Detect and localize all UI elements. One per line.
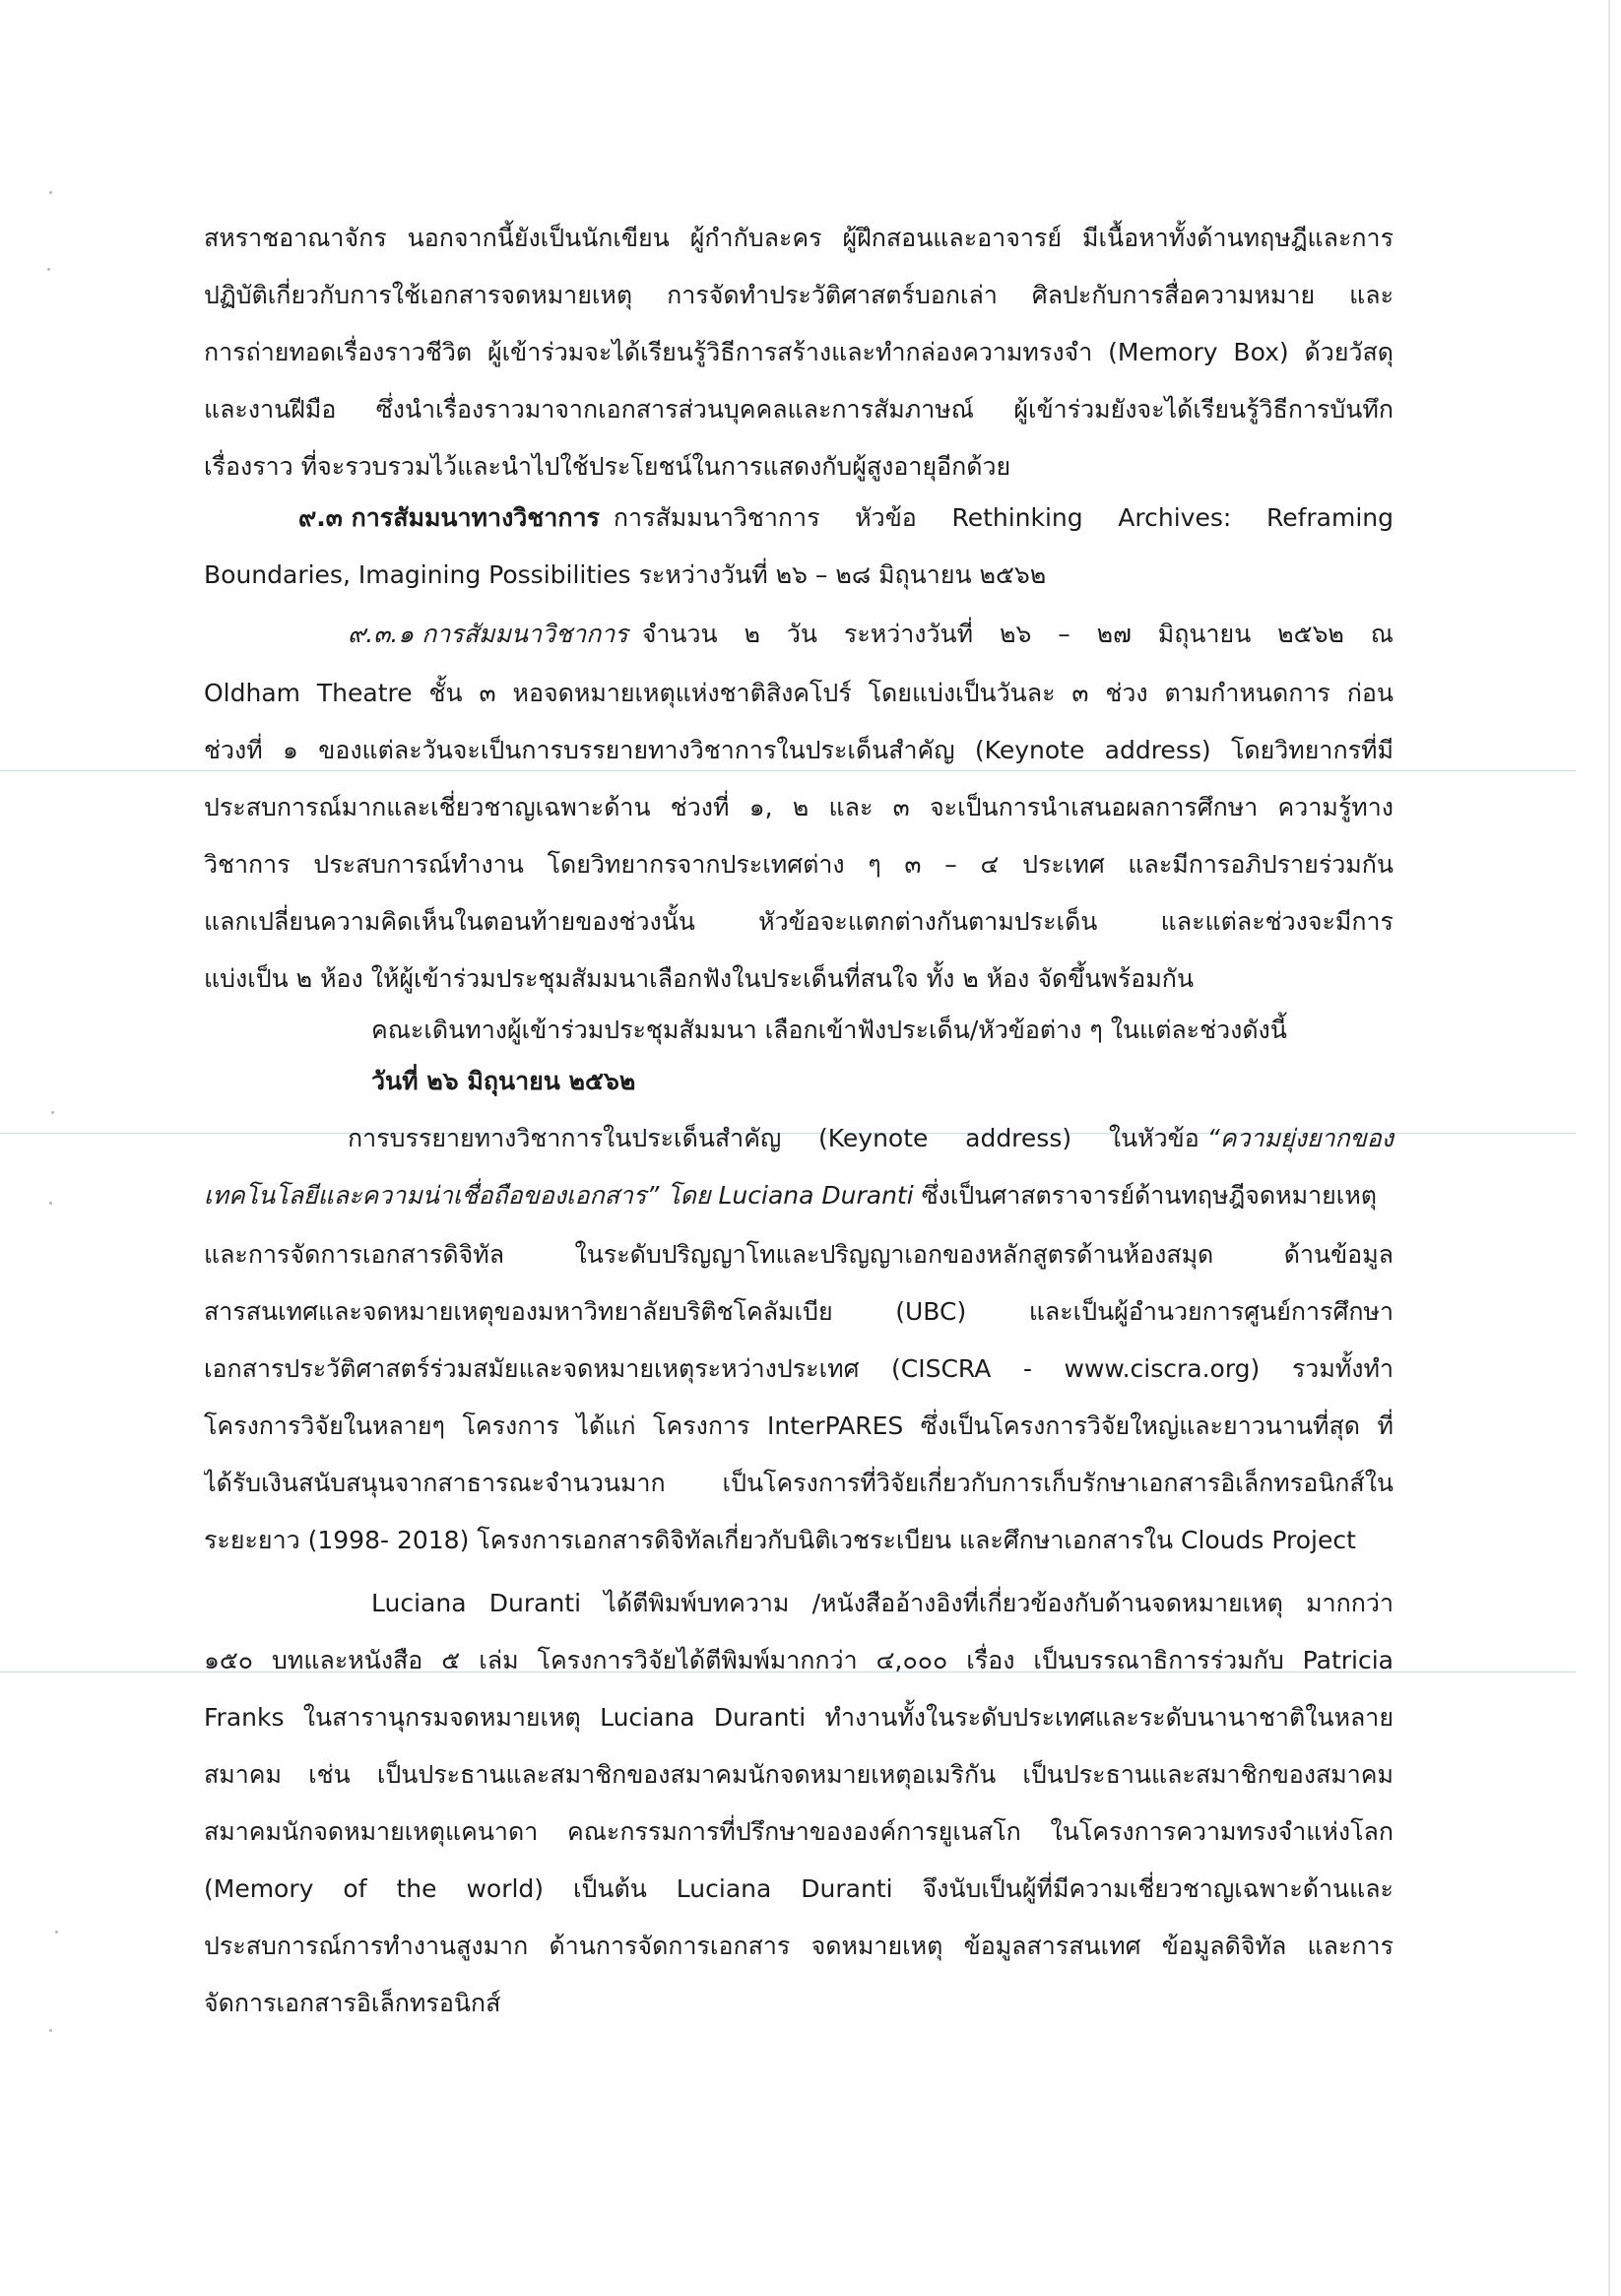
paragraph-line: (Memory of the world) เป็นต้น Luciana Duranti จึงนับเป็นผู้ที่มีความเชี่ยวชาญเฉพาะด้านและ xyxy=(204,1874,1394,1903)
paragraph-line: สารสนเทศและจดหมายเหตุของมหาวิทยาลัยบริติชโคลัมเบีย (UBC) และเป็นผู้อำนวยการศูนย์การศึกษา xyxy=(204,1297,1394,1326)
section-text: การสัมมนาวิชาการ หัวข้อ Rethinking Archives: Reframing xyxy=(613,503,1394,532)
scan-speck xyxy=(55,1931,58,1934)
paragraph-line: โครงการวิจัยในหลายๆ โครงการ ได้แก่ โครงการ InterPARES ซึ่งเป็นโครงการวิจัยใหญ่และยาวนานที่สุด ที่ xyxy=(204,1411,1394,1440)
keynote-text: การบรรยายทางวิชาการในประเด็นสำคัญ (Keynote address) ในหัวข้อ xyxy=(348,1124,1200,1152)
paragraph-line: ระยะยาว (1998- 2018) โครงการเอกสารดิจิทัลเกี่ยวกับนิติเวชระเบียน และศึกษาเอกสารใน Clouds Project xyxy=(204,1526,1356,1554)
keynote-title: “ความยุ่งยากของ xyxy=(1206,1124,1394,1152)
paragraph-line: ประสบการณ์มากและเชี่ยวชาญเฉพาะด้าน ช่วงที่ ๑, ๒ และ ๓ จะเป็นการนำเสนอผลการศึกษา ความรู้ทาง xyxy=(204,793,1394,821)
date-heading: วันที่ ๒๖ มิถุนายน ๒๕๖๒ xyxy=(371,1067,636,1095)
scan-speck xyxy=(49,1202,52,1205)
scan-speck xyxy=(49,2029,52,2032)
paragraph-line: สมาคมนักจดหมายเหตุแคนาดา คณะกรรมการที่ปรึกษาขององค์การยูเนสโก ในโครงการความทรงจำแห่งโลก xyxy=(204,1817,1394,1846)
section-heading: ๙.๓ การสัมมนาทางวิชาการ xyxy=(298,503,600,532)
scan-line xyxy=(0,770,1576,771)
subsection-heading: ๙.๓.๑ การสัมมนาวิชาการ xyxy=(348,620,628,648)
paragraph-line: ประสบการณ์การทำงานสูงมาก ด้านการจัดการเอกสาร จดหมายเหตุ ข้อมูลสารสนเทศ ข้อมูลดิจิทัล และการ xyxy=(204,1932,1394,1960)
paragraph-line: วิชาการ ประสบการณ์ทำงาน โดยวิทยากรจากประเทศต่าง ๆ ๓ – ๔ ประเทศ และมีการอภิปรายร่วมกัน xyxy=(204,850,1394,879)
scan-speck xyxy=(47,268,50,271)
paragraph-line: จัดการเอกสารอิเล็กทรอนิกส์ xyxy=(204,1989,501,2017)
paragraph-line: แลกเปลี่ยนความคิดเห็นในตอนท้ายของช่วงนั้น หัวข้อจะแตกต่างกันตามประเด็น และแต่ละช่วงจะมีการ xyxy=(204,907,1394,936)
scan-speck xyxy=(51,1111,54,1114)
paragraph-line: และงานฝีมือ ซึ่งนำเรื่องราวมาจากเอกสารส่วนบุคคลและการสัมภาษณ์ ผู้เข้าร่วมยังจะได้เรียนรู้วิธีการบันทึก xyxy=(204,395,1394,424)
paragraph-line: เอกสารประวัติศาสตร์ร่วมสมัยและจดหมายเหตุระหว่างประเทศ (CISCRA - www.ciscra.org) รวมทั้งทำ xyxy=(204,1354,1394,1383)
keynote-title: เทคโนโลยีและความน่าเชื่อถือของเอกสาร” โดย Luciana Duranti xyxy=(204,1181,914,1210)
paragraph-line: แบ่งเป็น ๒ ห้อง ให้ผู้เข้าร่วมประชุมสัมมนาเลือกฟังในประเด็นที่สนใจ ทั้ง ๒ ห้อง จัดขึ้นพร้อมกัน xyxy=(204,964,1195,993)
paragraph-line: Boundaries, Imagining Possibilities ระหว่างวันที่ ๒๖ – ๒๘ มิถุนายน ๒๕๖๒ xyxy=(204,560,1047,589)
paragraph-line: เรื่องราว ที่จะรวบรวมไว้และนำไปใช้ประโยชน์ในการแสดงกับผู้สูงอายุอีกด้วย xyxy=(204,452,1011,481)
delegation-line: คณะเดินทางผู้เข้าร่วมประชุมสัมมนา เลือกเข้าฟังประเด็น/หัวข้อต่าง ๆ ในแต่ละช่วงดังนี้ xyxy=(371,1016,1287,1044)
paragraph-line: ช่วงที่ ๑ ของแต่ละวันจะเป็นการบรรยายทางวิชาการในประเด็นสำคัญ (Keynote address) โดยวิทยากรที่มี xyxy=(204,736,1394,764)
paragraph-line: สมาคม เช่น เป็นประธานและสมาชิกของสมาคมนักจดหมายเหตุอเมริกัน เป็นประธานและสมาชิกของสมาคม xyxy=(204,1760,1394,1789)
keynote-text: ซึ่งเป็นศาสตราจารย์ด้านทฤษฎีจดหมายเหตุ xyxy=(921,1181,1378,1210)
paragraph-line: และการจัดการเอกสารดิจิทัล ในระดับปริญญาโทและปริญญาเอกของหลักสูตรด้านห้องสมุด ด้านข้อมูล xyxy=(204,1240,1394,1269)
section-9-3-1-line xyxy=(348,615,1394,654)
keynote-line xyxy=(204,1176,1394,1215)
paragraph-line: ๑๕๐ บทและหนังสือ ๕ เล่ม โครงการวิจัยได้ตีพิมพ์มากกว่า ๔,๐๐๐ เรื่อง เป็นบรรณาธิการร่วมกับ Patricia xyxy=(204,1646,1394,1674)
paragraph-line: Franks ในสารานุกรมจดหมายเหตุ Luciana Duranti ทำงานทั้งในระดับประเทศและระดับนานาชาติในหลาย xyxy=(204,1703,1394,1732)
paragraph-line: ได้รับเงินสนับสนุนจากสาธารณะจำนวนมาก เป็นโครงการที่วิจัยเกี่ยวกับการเก็บรักษาเอกสารอิเล็กทรอนิกส์ใน xyxy=(204,1469,1394,1497)
paragraph-line: การถ่ายทอดเรื่องราวชีวิต ผู้เข้าร่วมจะได้เรียนรู้วิธีการสร้างและทำกล่องความทรงจำ (Memory Box) ด้วยวัสดุ xyxy=(204,338,1394,366)
scan-speck xyxy=(49,191,52,194)
section-9-3-line xyxy=(298,498,1394,538)
keynote-line xyxy=(348,1119,1394,1158)
section-text: จำนวน ๒ วัน ระหว่างวันที่ ๒๖ – ๒๗ มิถุนายน ๒๕๖๒ ณ xyxy=(641,620,1394,648)
paragraph-line: ปฏิบัติเกี่ยวกับการใช้เอกสารจดหมายเหตุ การจัดทำประวัติศาสตร์บอกเล่า ศิลปะกับการสื่อความหมาย และ xyxy=(204,281,1394,309)
paragraph-line: Luciana Duranti ได้ตีพิมพ์บทความ /หนังสืออ้างอิงที่เกี่ยวข้องกับด้านจดหมายเหตุ มากกว่า xyxy=(371,1589,1394,1617)
paragraph-line: Oldham Theatre ชั้น ๓ หอจดหมายเหตุแห่งชาติสิงคโปร์ โดยแบ่งเป็นวันละ ๓ ช่วง ตามกำหนดการ ก่อน xyxy=(204,679,1394,707)
paragraph-line: สหราชอาณาจักร นอกจากนี้ยังเป็นนักเขียน ผู้กำกับละคร ผู้ฝึกสอนและอาจารย์ มีเนื้อหาทั้งด้านทฤษฎีและการ xyxy=(204,224,1394,252)
scan-edge-line xyxy=(1608,0,1610,2296)
